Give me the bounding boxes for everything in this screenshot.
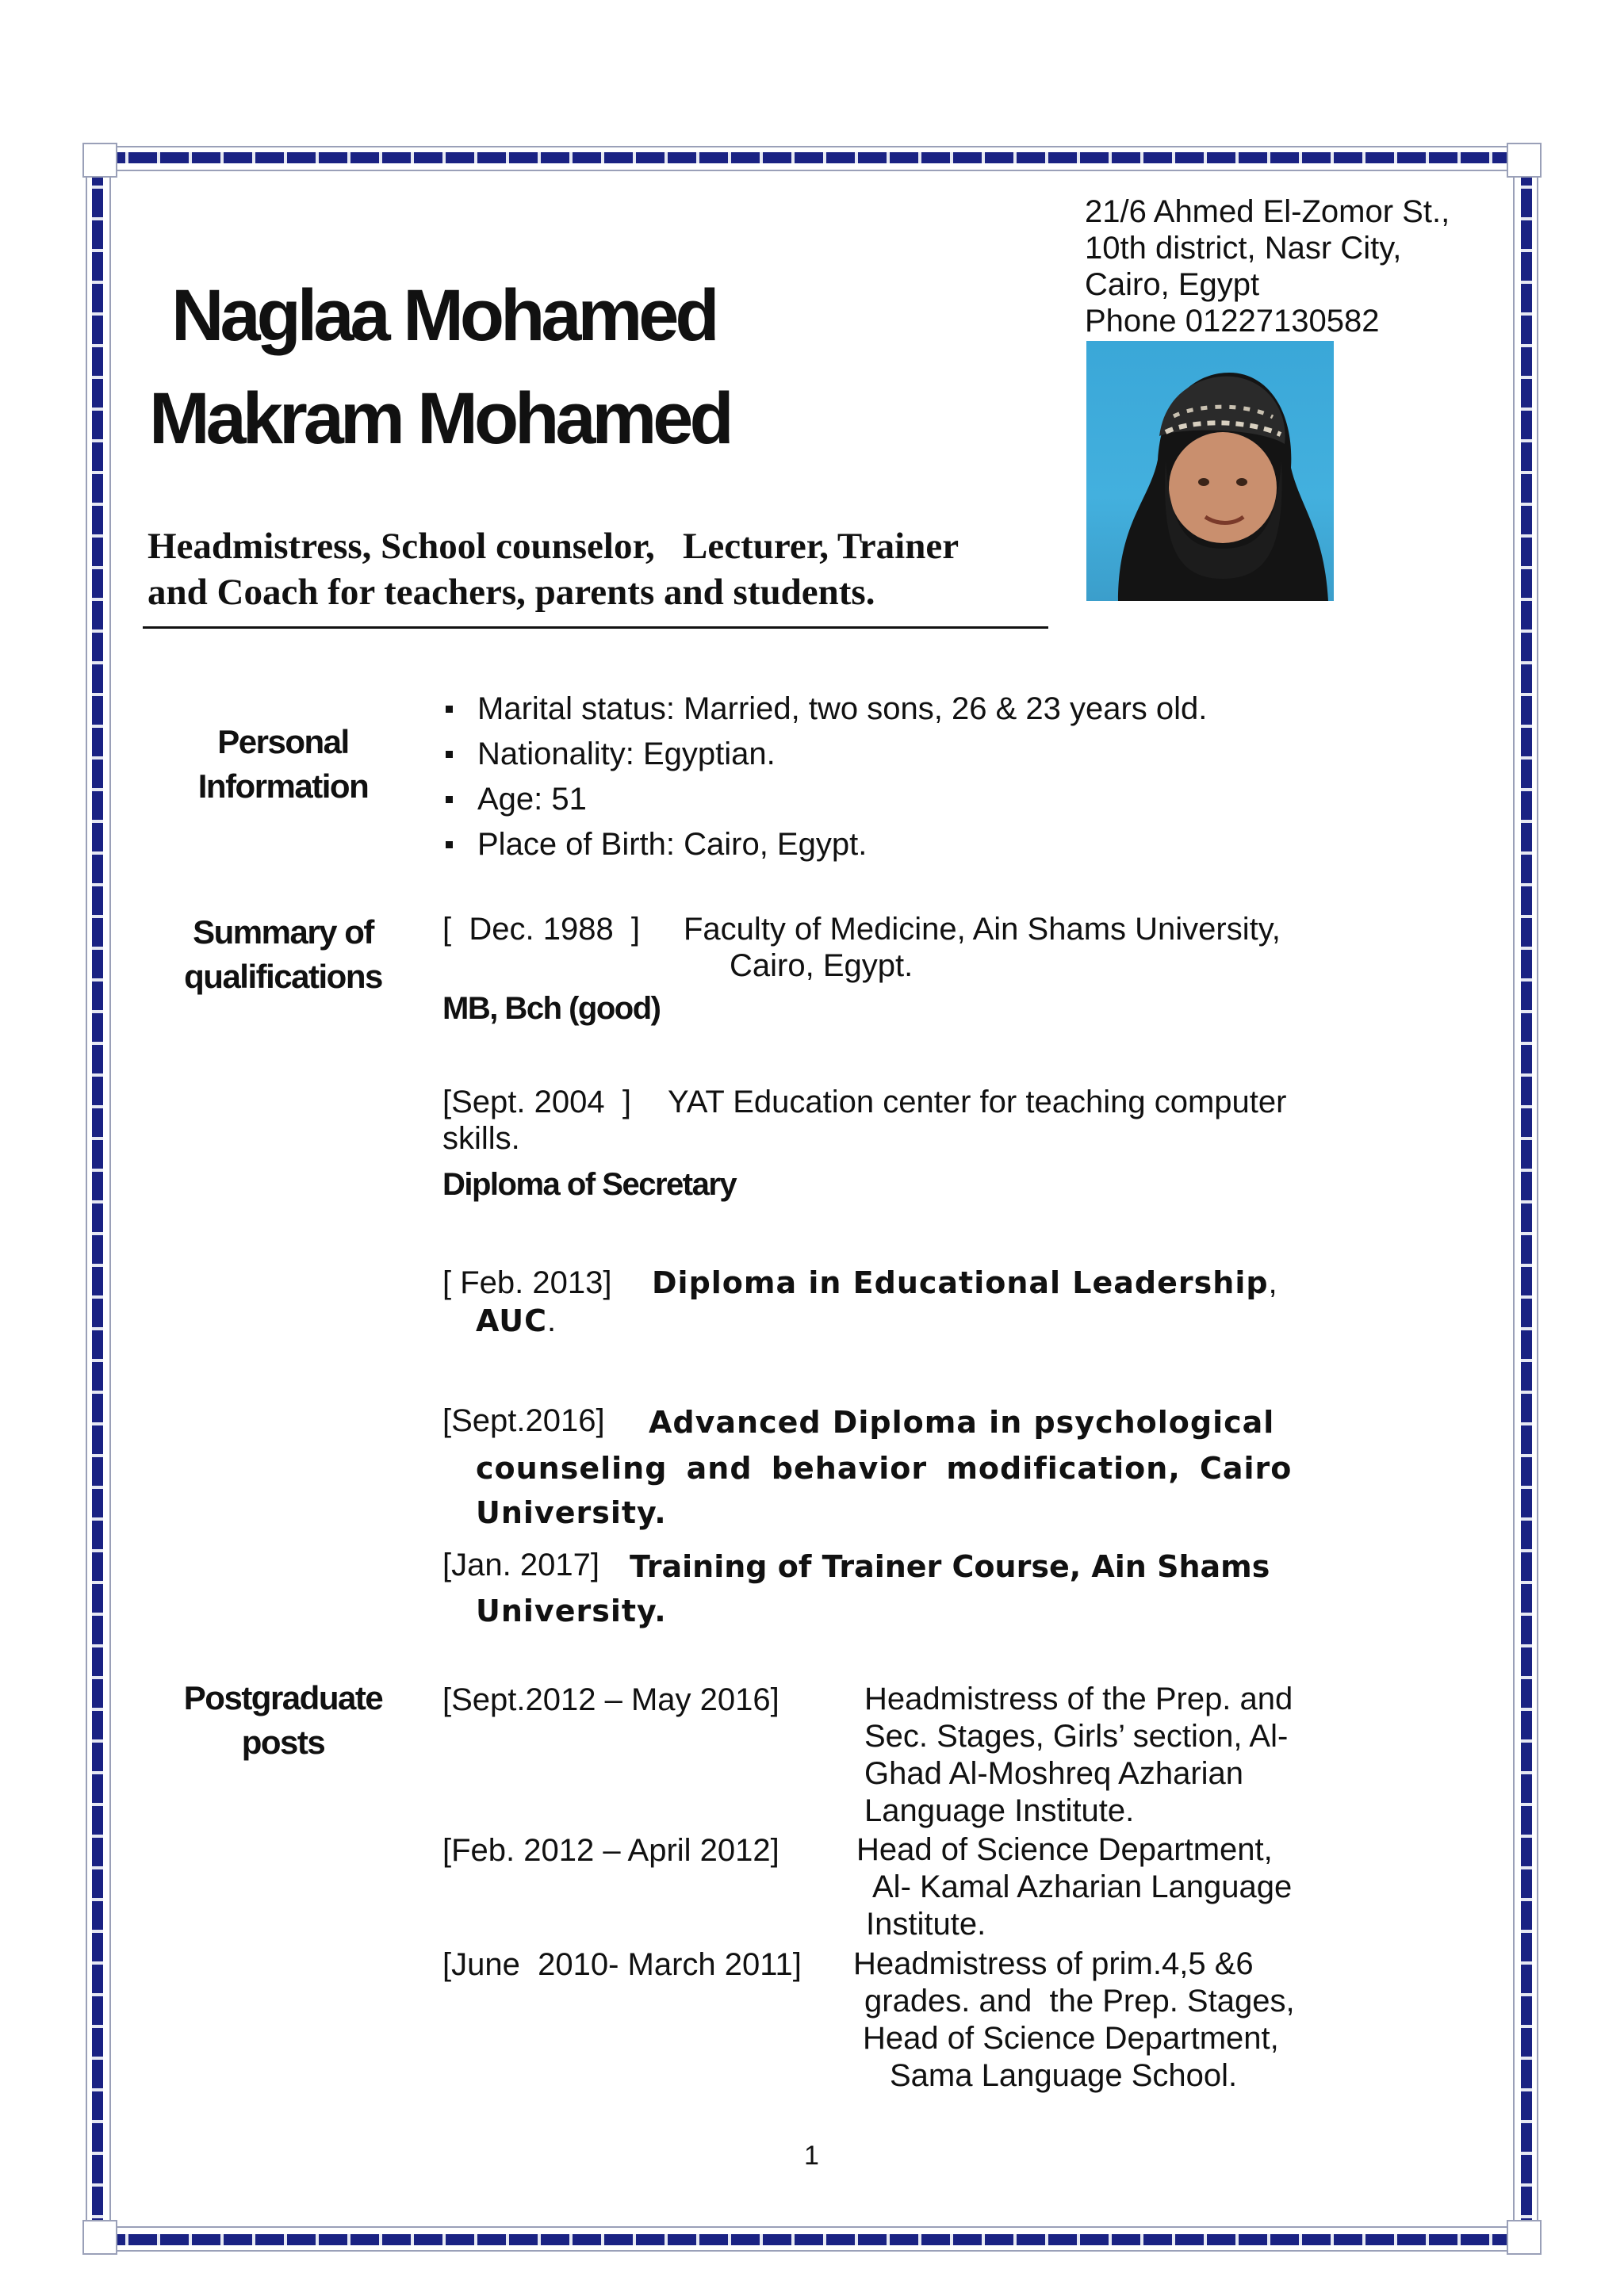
qualification-title: University.: [476, 1495, 667, 1530]
list-item: Nationality: Egyptian.: [442, 732, 1207, 777]
professional-headline: [147, 523, 1051, 615]
post-line: Ghad Al-Moshreq Azharian: [864, 1756, 1244, 1791]
headline-line: and Coach for teachers, parents and students.: [147, 572, 875, 613]
post-line: Sama Language School.: [890, 2058, 1238, 2093]
post-date: [Feb. 2012 – April 2012]: [442, 1833, 779, 1868]
post-line: Head of Science Department,: [856, 1832, 1273, 1867]
qualification-title: [652, 1264, 1277, 1309]
border-band-right: [1521, 157, 1532, 2241]
qualification-place: YAT Education center for teaching computer: [668, 1085, 1287, 1119]
section-label-posts: [152, 1676, 414, 1765]
qualification-place: Faculty of Medicine, Ain Shams University,: [684, 912, 1281, 947]
post-date: [June 2010- March 2011]: [442, 1947, 802, 1982]
border-corner: [1507, 2220, 1542, 2255]
border-corner: [82, 143, 117, 178]
label-line: qualifications: [184, 958, 382, 995]
page-number: 1: [804, 2141, 819, 2171]
section-label-personal: [152, 720, 414, 809]
post-date: [Sept.2012 – May 2016]: [442, 1682, 779, 1717]
post-line: Head of Science Department,: [863, 2021, 1279, 2056]
portrait-illustration: [1086, 341, 1334, 601]
border-band-left: [92, 157, 103, 2241]
list-item: Place of Birth: Cairo, Egypt.: [442, 822, 1207, 867]
punctuation: .: [546, 1303, 557, 1338]
qualification-date: [Sept. 2004 ]: [442, 1085, 631, 1119]
qualification-place: Cairo, Egypt.: [730, 948, 914, 983]
qualification-date: [Jan. 2017]: [442, 1548, 599, 1582]
post-line: Sec. Stages, Girls’ section, Al-: [864, 1719, 1289, 1754]
post-line: Headmistress of prim.4,5 &6: [853, 1946, 1254, 1981]
address-line: 10th district, Nasr City,: [1085, 231, 1402, 266]
qualification-date: [ Feb. 2013]: [442, 1265, 612, 1300]
post-line: Al- Kamal Azharian Language: [872, 1869, 1293, 1904]
qualification-title: Training of Trainer Course, Ain Shams: [630, 1549, 1270, 1584]
post-description: [856, 1831, 1292, 1943]
address-line: 21/6 Ahmed El-Zomor St.,: [1085, 194, 1450, 229]
label-line: Postgraduate: [183, 1679, 383, 1716]
qualification-date: [ Dec. 1988 ]: [442, 912, 641, 947]
post-line: Language Institute.: [864, 1793, 1135, 1828]
post-description: [864, 1681, 1293, 1830]
label-line: Information: [197, 767, 369, 805]
qualification-title-text: Diploma in Educational Leadership: [652, 1265, 1269, 1300]
qualification-title: counseling and behavior modification, Cairo: [476, 1451, 1293, 1486]
qualification-title: Advanced Diploma in psychological: [649, 1405, 1275, 1440]
post-line: Institute.: [866, 1907, 986, 1942]
phone-line: Phone 01227130582: [1085, 304, 1380, 339]
name-line-1: Naglaa Mohamed: [171, 275, 716, 356]
qualification-place: skills.: [442, 1121, 520, 1156]
punctuation: ,: [1268, 1265, 1277, 1300]
header-divider: [143, 626, 1048, 629]
headline-line: Headmistress, School counselor, Lecturer, Trainer: [147, 526, 959, 567]
border-band-top: [97, 152, 1527, 163]
contact-address: [1085, 193, 1513, 339]
list-item: Age: 51: [442, 777, 1207, 822]
list-item: Marital status: Married, two sons, 26 & 23 years old.: [442, 687, 1207, 732]
institution-text: AUC: [476, 1303, 547, 1338]
address-line: Cairo, Egypt: [1085, 267, 1260, 302]
name-line-2: Makram Mohamed: [149, 378, 730, 459]
post-line: Headmistress of the Prep. and: [864, 1682, 1293, 1716]
section-label-qualifications: [152, 910, 414, 999]
label-line: Summary of: [193, 913, 373, 951]
qualification-degree: Diploma of Secretary: [442, 1167, 737, 1202]
border-corner: [82, 2220, 117, 2255]
post-description: [853, 1946, 1295, 2095]
profile-photo: [1086, 341, 1334, 601]
post-line: grades. and the Prep. Stages,: [864, 1984, 1295, 2019]
qualification-title: University.: [476, 1594, 667, 1628]
label-line: Personal: [217, 723, 349, 760]
qualification-institution: [476, 1302, 556, 1347]
qualification-date: [Sept.2016]: [442, 1403, 605, 1438]
qualification-degree: MB, Bch (good): [442, 991, 661, 1026]
label-line: posts: [241, 1724, 325, 1761]
border-corner: [1507, 143, 1542, 178]
border-band-bottom: [97, 2234, 1527, 2245]
personal-info-list: [442, 687, 1207, 867]
